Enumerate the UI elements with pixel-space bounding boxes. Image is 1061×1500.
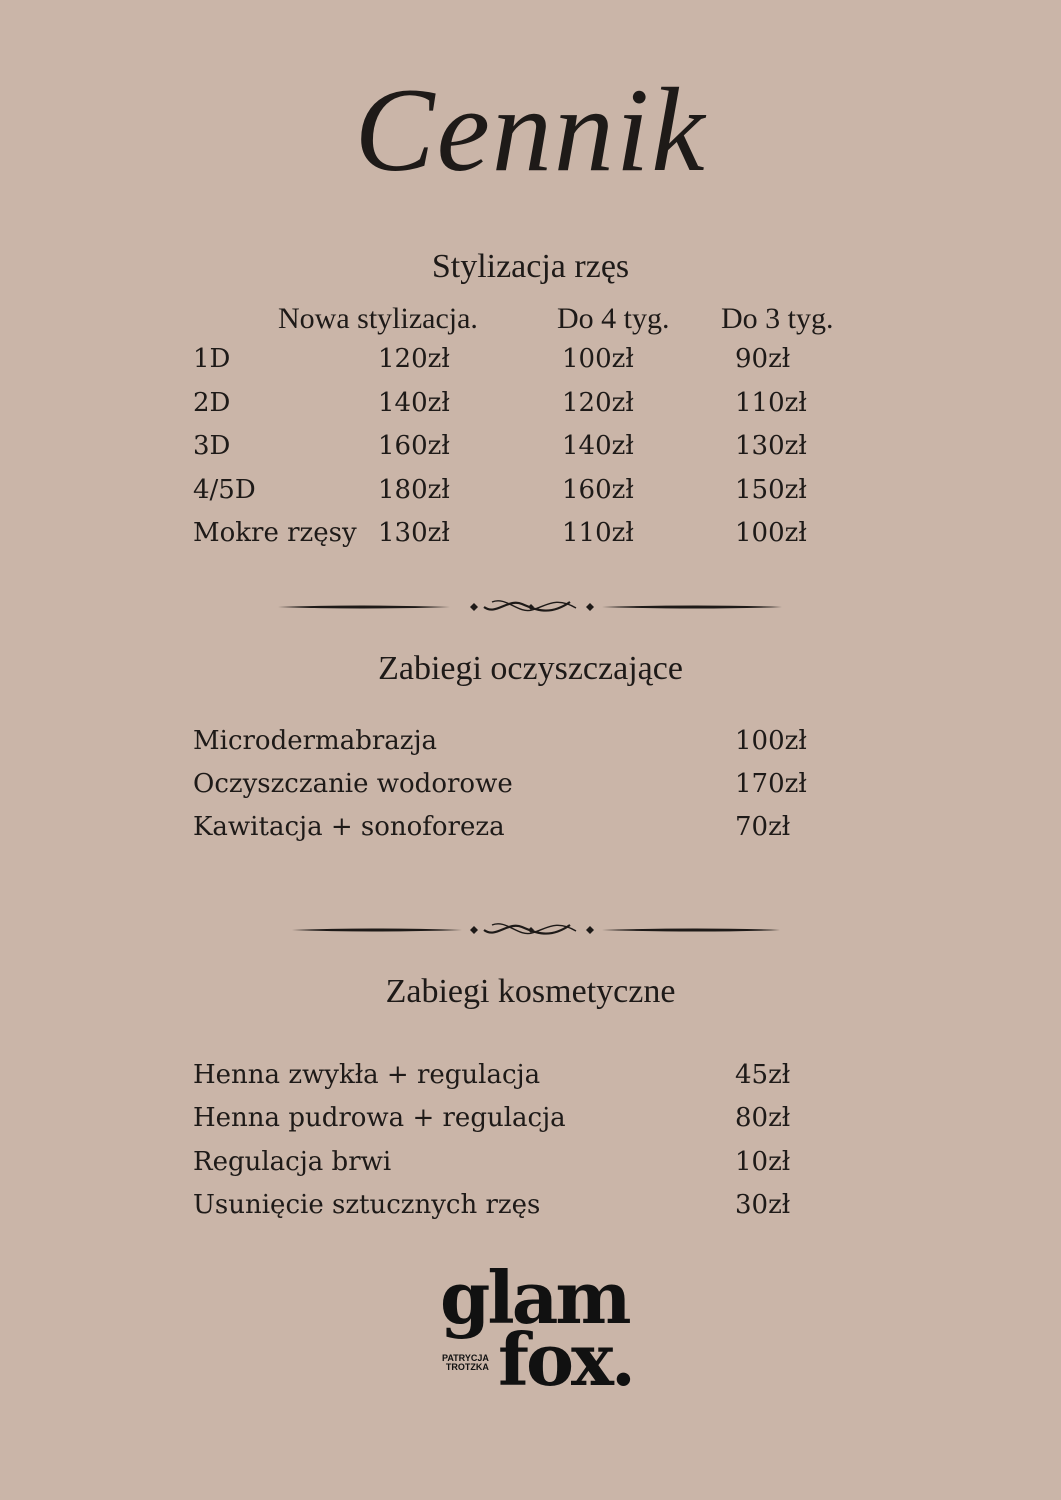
price-4-weeks: 110zł	[562, 518, 634, 548]
price-3-weeks: 110zł	[735, 388, 807, 418]
logo-owner-last: TROTZKA	[445, 1362, 489, 1373]
price-3-weeks: 130zł	[735, 431, 807, 461]
logo-owner-name	[442, 1354, 489, 1373]
column-header-new: Nowa stylizacja.	[278, 302, 478, 335]
lashes-heading: Stylizacja rzęs	[431, 248, 630, 285]
row-name: 1D	[193, 344, 231, 374]
item-price: 10zł	[735, 1147, 791, 1177]
column-header-3-weeks: Do 3 tyg.	[721, 302, 834, 335]
row-name: 3D	[193, 431, 231, 461]
brand-logo	[420, 1255, 640, 1412]
price-4-weeks: 120zł	[562, 388, 634, 418]
price-new: 160zł	[378, 431, 450, 461]
cleansing-heading: Zabiegi oczyszczające	[378, 650, 683, 687]
logo-word-glam: glam	[440, 1255, 629, 1340]
price-new: 180zł	[378, 475, 450, 505]
item-price: 80zł	[735, 1103, 791, 1133]
ornament-divider	[270, 592, 790, 622]
row-name: Mokre rzęsy	[193, 518, 357, 548]
column-header-4-weeks: Do 4 tyg.	[557, 302, 670, 335]
price-new: 120zł	[378, 344, 450, 374]
ornament-divider	[270, 915, 790, 945]
page-title: Cennik	[354, 63, 707, 196]
price-new: 140zł	[378, 388, 450, 418]
item-name: Henna pudrowa + regulacja	[193, 1103, 566, 1133]
logo-word-fox: fox.	[498, 1317, 633, 1402]
price-3-weeks: 150zł	[735, 475, 807, 505]
price-4-weeks: 140zł	[562, 431, 634, 461]
item-price: 70zł	[735, 812, 791, 842]
price-4-weeks: 100zł	[562, 344, 634, 374]
item-name: Microdermabrazja	[193, 726, 438, 756]
item-name: Regulacja brwi	[193, 1147, 392, 1177]
price-4-weeks: 160zł	[562, 475, 634, 505]
price-3-weeks: 90zł	[735, 344, 791, 374]
item-name: Oczyszczanie wodorowe	[193, 769, 513, 799]
price-new: 130zł	[378, 518, 450, 548]
cosmetic-heading: Zabiegi kosmetyczne	[385, 973, 676, 1010]
item-price: 45zł	[735, 1060, 791, 1090]
item-name: Kawitacja + sonoforeza	[193, 812, 505, 842]
logo-owner-first: PATRYCJA	[442, 1353, 489, 1363]
item-price: 100zł	[735, 726, 807, 756]
item-name: Usunięcie sztucznych rzęs	[193, 1190, 541, 1220]
item-name: Henna zwykła + regulacja	[193, 1060, 541, 1090]
price-3-weeks: 100zł	[735, 518, 807, 548]
item-price: 30zł	[735, 1190, 791, 1220]
row-name: 2D	[193, 388, 231, 418]
row-name: 4/5D	[193, 475, 256, 505]
item-price: 170zł	[735, 769, 807, 799]
